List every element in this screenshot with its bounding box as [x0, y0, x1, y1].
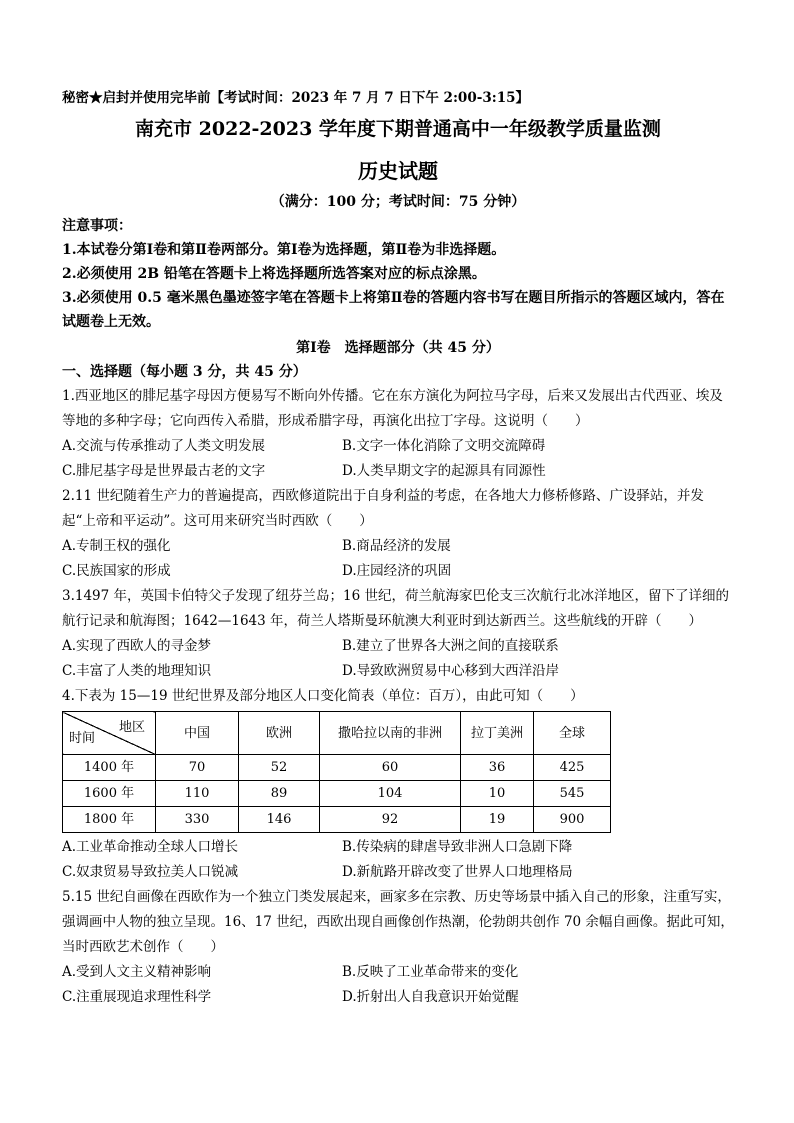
table-row [63, 755, 611, 781]
option-b: B.传染病的肆虐导致非洲人口急剧下降 [342, 839, 573, 855]
table-cell: 92 [320, 807, 461, 833]
exam-page [62, 86, 734, 1010]
table-cell: 425 [534, 755, 611, 781]
options [62, 960, 734, 1010]
options [62, 634, 734, 684]
option-d: D.折射出人自我意识开始觉醒 [342, 989, 519, 1005]
option-c: C.丰富了人类的地理知识 [62, 663, 212, 679]
table-header-row [63, 712, 611, 755]
column-header: 拉丁美洲 [461, 712, 534, 755]
part-title: 一、选择题（每小题 3 分，共 45 分） [62, 364, 307, 380]
question-5 [62, 885, 734, 1010]
option-d: D.庄园经济的巩固 [342, 563, 452, 579]
options [62, 434, 734, 484]
section-title: 第Ⅰ卷 选择题部分（共 45 分） [296, 340, 500, 356]
option-a: A.受到人文主义精神影响 [62, 964, 212, 980]
row-year: 1800 年 [63, 807, 156, 833]
option-a: A.工业革命推动全球人口增长 [62, 839, 239, 855]
note-item: 1.本试卷分第Ⅰ卷和第Ⅱ卷两部分。第Ⅰ卷为选择题，第Ⅱ卷为非选择题。 [62, 242, 506, 258]
option-b: B.反映了工业革命带来的变化 [342, 964, 519, 980]
table-cell: 110 [156, 781, 239, 807]
notes-heading: 注意事项： [62, 218, 132, 234]
table-cell: 70 [156, 755, 239, 781]
row-year: 1600 年 [63, 781, 156, 807]
table-cell: 146 [239, 807, 320, 833]
column-header: 欧洲 [239, 712, 320, 755]
exam-title: 南充市 2022-2023 学年度下期普通高中一年级教学质量监测 [135, 118, 661, 140]
question-stem: 4.下表为 15—19 世纪世界及部分地区人口变化简表（单位：百万），由此可知（ ） [62, 688, 584, 704]
corner-label-time: 时间 [69, 731, 96, 746]
column-header: 撒哈拉以南的非洲 [320, 712, 461, 755]
table-cell: 52 [239, 755, 320, 781]
note-item: 3.必须使用 0.5 毫米黑色墨迹签字笔在答题卡上将第Ⅱ卷的答题内容书写在题目所指示的答题区域内，答在试题卷上无效。 [62, 290, 725, 330]
table-cell: 89 [239, 781, 320, 807]
question-stem: 5.15 世纪自画像在西欧作为一个独立门类发展起来，画家多在宗教、历史等场景中插入自己的形象，注重写实，强调画中人物的独立呈现。16、17 世纪，西欧出现自画像创作热潮，伦勃朗共创作 70 余幅自画像。据此可知，当时西欧艺术创作（ ） [62, 889, 734, 955]
row-year: 1400 年 [63, 755, 156, 781]
option-b: B.建立了世界各大洲之间的直接联系 [342, 638, 559, 654]
table-corner-cell [63, 712, 156, 755]
question-stem: 3.1497 年，英国卡伯特父子发现了纽芬兰岛；16 世纪，荷兰航海家巴伦支三次航行北冰洋地区，留下了详细的航行记录和航海图；1642—1643 年，荷兰人塔斯曼环航澳大利亚时到达新西兰。这些航线的开辟（ ） [62, 588, 729, 629]
notes [62, 214, 734, 334]
table-cell: 104 [320, 781, 461, 807]
table-cell: 10 [461, 781, 534, 807]
option-b: B.商品经济的发展 [342, 538, 451, 554]
table-cell: 545 [534, 781, 611, 807]
options [62, 835, 734, 885]
option-c: C.注重展现追求理性科学 [62, 989, 212, 1005]
table-cell: 900 [534, 807, 611, 833]
option-d: D.导致欧洲贸易中心移到大西洋沿岸 [342, 663, 560, 679]
column-header: 全球 [534, 712, 611, 755]
exam-meta: （满分：100 分；考试时间：75 分钟） [270, 194, 526, 210]
table-cell: 19 [461, 807, 534, 833]
option-c: C.腓尼基字母是世界最古老的文字 [62, 463, 266, 479]
column-header: 中国 [156, 712, 239, 755]
option-d: D.人类早期文字的起源具有同源性 [342, 463, 546, 479]
note-item: 2.必须使用 2B 铅笔在答题卡上将选择题所选答案对应的标点涂黑。 [62, 266, 486, 282]
option-c: C.奴隶贸易导致拉美人口锐减 [62, 864, 239, 880]
question-1 [62, 384, 734, 484]
confidential-notice: 秘密★启封并使用完毕前【考试时间：2023 年 7 月 7 日下午 2:00-3:15】 [62, 90, 529, 106]
table-cell: 60 [320, 755, 461, 781]
option-b: B.文字一体化消除了文明交流障碍 [342, 438, 546, 454]
question-2 [62, 484, 734, 584]
option-a: A.实现了西欧人的寻金梦 [62, 638, 212, 654]
option-a: A.交流与传承推动了人类文明发展 [62, 438, 266, 454]
options [62, 534, 734, 584]
question-4 [62, 684, 734, 885]
table-cell: 36 [461, 755, 534, 781]
question-stem: 2.11 世纪随着生产力的普遍提高，西欧修道院出于自身利益的考虑，在各地大力修桥修路、广设驿站，并发起“上帝和平运动”。这可用来研究当时西欧（ ） [62, 488, 704, 529]
question-3 [62, 584, 734, 684]
question-stem: 1.西亚地区的腓尼基字母因方便易写不断向外传播。它在东方演化为阿拉马字母，后来又发展出古代西亚、埃及等地的多种字母；它向西传入希腊，形成希腊字母，再演化出拉丁字母。这说明（ ） [62, 388, 723, 429]
option-c: C.民族国家的形成 [62, 563, 171, 579]
subject-title: 历史试题 [358, 159, 438, 183]
population-table [62, 711, 611, 833]
table-row [63, 781, 611, 807]
option-a: A.专制王权的强化 [62, 538, 171, 554]
table-row [63, 807, 611, 833]
option-d: D.新航路开辟改变了世界人口地理格局 [342, 864, 573, 880]
table-cell: 330 [156, 807, 239, 833]
corner-label-region: 地区 [118, 720, 145, 735]
